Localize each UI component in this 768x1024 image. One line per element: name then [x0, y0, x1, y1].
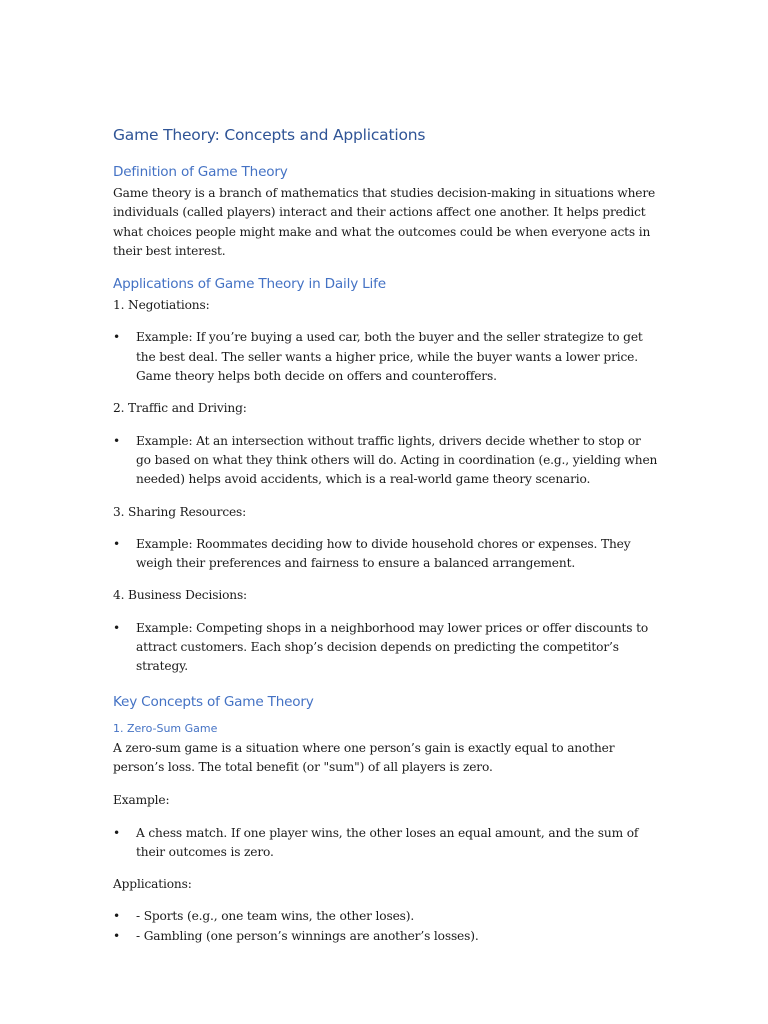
definition-body: Game theory is a branch of mathematics that studies decision-making in situations where individuals (called players) interact and their actions affect one another. It helps predict what choices people might make and what the outcomes could be when everyone acts in their best interest. — [113, 186, 656, 258]
application-label-2: 2. Traffic and Driving: — [113, 401, 247, 416]
bullet-icon: • — [113, 330, 121, 345]
list-item-text: Example: Competing shops in a neighborhood may lower prices or offer discounts to attract customers. Each shop’s decision depends on predicting the competitor’s strategy. — [136, 620, 649, 674]
list-item-text: Example: At an intersection without traffic lights, drivers decide whether to stop or go based on what they think others will do. Acting in coordination (e.g., yielding when needed) helps avoid accidents, which is a real-world game theory scenario. — [136, 433, 658, 487]
list-item-text: A chess match. If one player wins, the other loses an equal amount, and the sum of their outcomes is zero. — [136, 825, 639, 859]
document-title: Game Theory: Concepts and Applications — [113, 126, 426, 144]
bullet-icon: • — [113, 909, 121, 924]
application-list-3 — [113, 535, 658, 574]
key-concepts-heading: Key Concepts of Game Theory — [113, 693, 314, 710]
document-page — [113, 124, 658, 946]
bullet-icon: • — [113, 928, 121, 943]
list-item — [113, 907, 658, 926]
applications-label: Applications: — [113, 877, 192, 892]
list-item — [113, 927, 658, 946]
list-item — [113, 824, 658, 863]
bullet-icon: • — [113, 433, 121, 448]
application-list-1 — [113, 328, 658, 386]
applications-list — [113, 907, 658, 946]
bullet-icon: • — [113, 536, 121, 551]
applications-heading: Applications of Game Theory in Daily Life — [113, 276, 386, 293]
bullet-icon: • — [113, 825, 121, 840]
zero-sum-subheading: 1. Zero-Sum Game — [113, 721, 218, 735]
example-list — [113, 824, 658, 863]
list-item — [113, 432, 658, 490]
example-label: Example: — [113, 793, 170, 808]
definition-heading: Definition of Game Theory — [113, 164, 288, 180]
list-item-text: Example: Roommates deciding how to divide household chores or expenses. They weigh their preferences and fairness to ensure a balanced arrangement. — [136, 536, 631, 571]
list-item — [113, 535, 658, 574]
zero-sum-body: A zero-sum game is a situation where one person’s gain is exactly equal to another person’s loss. The total benefit (or "sum") of all players is zero. — [113, 740, 615, 774]
application-label-1: 1. Negotiations: — [113, 298, 210, 313]
list-item-text: - Gambling (one person’s winnings are another’s losses). — [136, 928, 479, 943]
application-label-3: 3. Sharing Resources: — [113, 504, 247, 519]
list-item — [113, 328, 658, 386]
list-item-text: Example: If you’re buying a used car, both the buyer and the seller strategize to get the best deal. The seller wants a higher price, while the buyer wants a lower price. Game theory helps both decide on offers and counteroffers. — [136, 330, 643, 384]
application-list-4 — [113, 619, 658, 677]
application-list-2 — [113, 432, 658, 490]
list-item-text: - Sports (e.g., one team wins, the other loses). — [136, 909, 415, 924]
application-label-4: 4. Business Decisions: — [113, 588, 248, 603]
bullet-icon: • — [113, 620, 121, 635]
list-item — [113, 619, 658, 677]
